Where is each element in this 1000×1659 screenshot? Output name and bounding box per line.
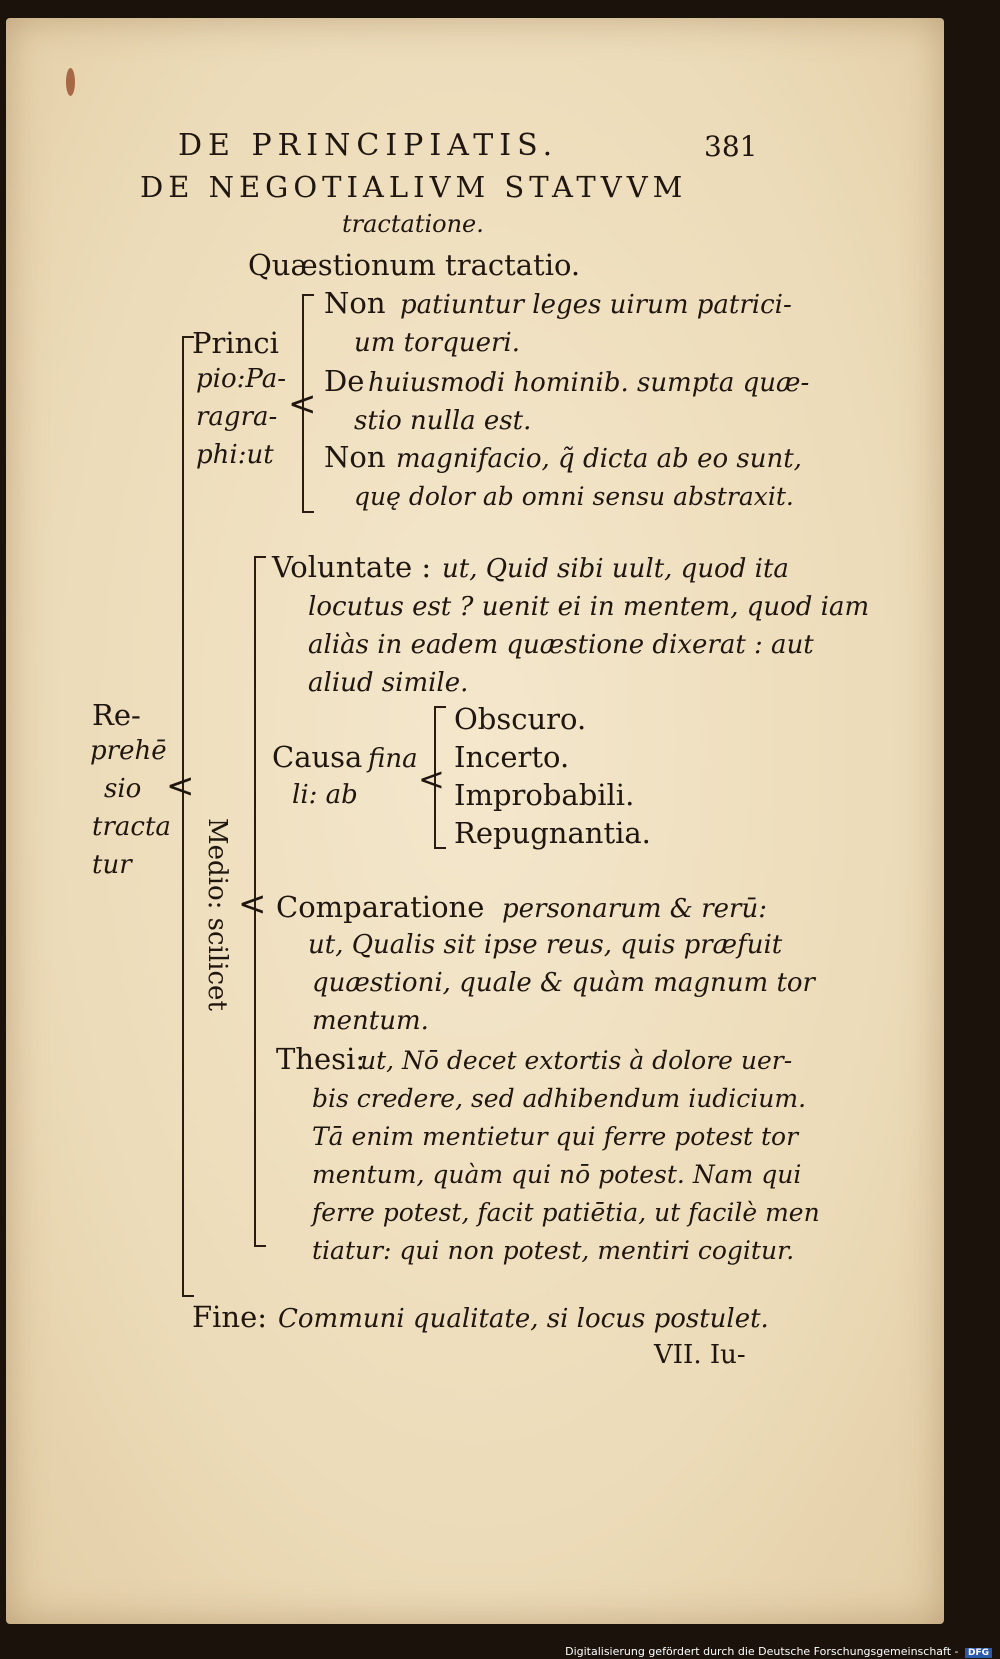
brace-point: < [166,766,195,806]
footer-credit [565,1645,992,1658]
brace-tick [254,556,266,558]
reprehensio-label-3: sio [104,774,142,804]
brace-tick [302,294,314,296]
comparatione-lead-italic: personarum & rerū: [502,894,767,924]
thesi-lead: Thesi: [276,1042,366,1076]
causa-label-line2: li: ab [292,780,358,810]
brace-tick [434,706,446,708]
brace-tick [254,1245,266,1247]
brace-tick [434,847,446,849]
voluntate-lead: Voluntate : [272,550,432,584]
thesi-line-6: tiatur: qui non potest, mentiri cogitur. [312,1236,795,1265]
ink-stain [66,68,75,96]
fine-text: Communi qualitate, si locus postulet. [278,1304,769,1334]
section-title: Quæstionum tractatio. [248,248,581,282]
causa-label-roman: Causa [272,740,363,774]
principio-item-1-lead: Non [324,286,386,320]
chapter-title-continued: tractatione. [342,210,484,238]
principio-item-2-line1: huiusmodi hominib. sumpta quæ- [368,368,810,398]
voluntate-line-4: aliud simile. [308,668,469,698]
causa-item-3: Improbabili. [454,778,635,812]
thesi-line-3: Tā enim mentietur qui ferre potest tor [312,1122,799,1151]
principio-item-2-line2: stio nulla est. [354,406,532,436]
thesi-line-5: ferre potest, facit patiētia, ut facilè men [312,1198,820,1227]
digitization-footer [0,1641,1000,1659]
principio-item-1-line1: patiuntur leges uirum patrici- [400,290,792,320]
voluntate-line-2: locutus est ? uenit ei in mentem, quod iam [308,592,870,622]
principio-label-4: phi:ut [196,440,274,470]
brace-tick [182,336,194,338]
brace-point: < [288,384,317,424]
principio-item-2-lead: De [324,364,365,398]
thesi-line-2: bis credere, sed adhibendum iudicium. [312,1084,807,1113]
reprehensio-label-5: tur [92,850,132,880]
causa-item-2: Incerto. [454,740,570,774]
reprehensio-label-1: Re- [92,698,141,732]
principio-item-3-line2: quę dolor ab omni sensu abstraxit. [354,482,794,511]
comparatione-lead: Comparatione [276,890,485,924]
footer-credit-text: Digitalisierung gefördert durch die Deutsche Forschungsgemeinschaft - [565,1645,959,1658]
catchword: VII. Iu- [654,1340,746,1370]
thesi-line-4: mentum, quàm qui nō potest. Nam qui [312,1160,802,1189]
voluntate-line-3: aliàs in eadem quæstione dixerat : aut [308,630,814,660]
outer-brace [182,336,184,1296]
medio-label: Medio: scilicet [202,818,232,1011]
reprehensio-label-4: tracta [92,812,171,842]
principio-label-3: ragra- [196,402,278,432]
comparatione-line-3: mentum. [312,1006,429,1036]
comparatione-line-1: ut, Qualis sit ipse reus, quis præfuit [308,930,783,960]
thesi-line-1: ut, Nō decet extortis à dolore uer- [360,1046,793,1075]
fine-lead: Fine: [192,1300,268,1334]
book-page [6,18,944,1624]
principio-item-3-lead: Non [324,440,386,474]
brace-tick [302,511,314,513]
dfg-logo: DFG [965,1648,992,1658]
principio-label-1: Princi [192,326,279,360]
brace-tick [182,1295,194,1297]
voluntate-line-1: ut, Quid sibi uult, quod ita [442,554,789,584]
causa-item-4: Repugnantia. [454,816,651,850]
principio-item-3-line1: magnifacio, q̃ dicta ab eo sunt, [396,444,802,474]
causa-label-italic: fina [368,744,418,774]
page-number: 381 [704,130,758,163]
causa-item-1: Obscuro. [454,702,587,736]
principio-label-2: pio:Pa- [196,364,286,394]
principio-item-1-line2: um torqueri. [354,328,520,358]
comparatione-line-2: quæstioni, quale & quàm magnum tor [312,968,815,998]
running-head-title: DE PRINCIPIATIS. [178,128,559,163]
chapter-title: DE NEGOTIALIVM STATVVM [140,170,688,204]
brace-point: < [418,760,445,798]
brace-point: < [238,884,267,924]
reprehensio-label-2: prehē [90,736,167,766]
